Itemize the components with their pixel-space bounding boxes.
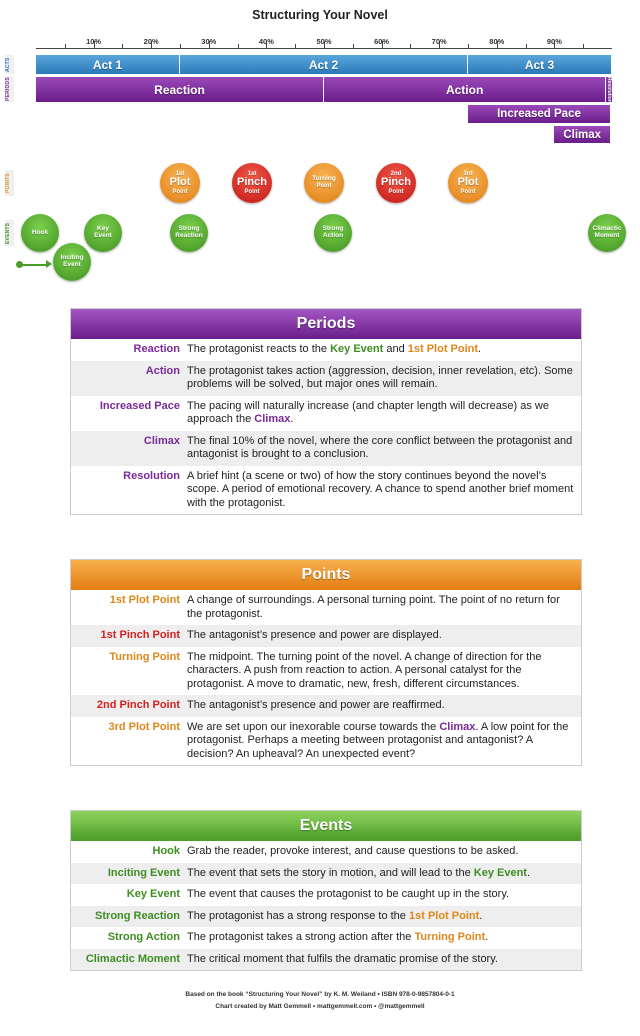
- periods-side-label: PERIODS: [5, 77, 11, 102]
- description-part: . A low point for the protagonist. Perhaps a meeting between protagonist and antagonist? A decision? An upheaval? An unexpected event?: [187, 720, 569, 760]
- points-table-rows: [71, 590, 581, 765]
- table-row: [71, 695, 581, 717]
- ruler-tick: [65, 44, 66, 48]
- description-part: .: [478, 343, 482, 355]
- row-label: 3rd Plot Point: [108, 720, 180, 733]
- description-part: Turning Point: [414, 931, 486, 943]
- event-line2: Moment: [594, 232, 620, 239]
- row-label: 1st Plot Point: [109, 594, 180, 606]
- point-ordinal: 1st: [175, 170, 185, 177]
- event-line2: Reaction: [175, 232, 203, 239]
- ruler-label: 20%: [143, 37, 159, 46]
- event-circle: [588, 214, 626, 252]
- event-circle: [53, 243, 91, 281]
- climax-bar: Climax: [554, 126, 610, 143]
- table-row: [71, 841, 581, 863]
- row-description: [187, 651, 581, 692]
- ruler-label: 10%: [86, 37, 102, 46]
- ruler-tick: [526, 44, 527, 48]
- arrow-head-icon: [46, 260, 52, 268]
- table-row: [71, 466, 581, 515]
- event-line1: Strong: [322, 225, 344, 233]
- ruler-tick: [180, 44, 181, 48]
- period-bar: Reaction: [36, 77, 324, 102]
- event-circle: [21, 214, 59, 252]
- ruler-tick: [122, 44, 123, 48]
- description-part: .: [526, 866, 531, 879]
- description-part: The protagonist has a strong response to the: [187, 909, 409, 922]
- event-circle: [170, 214, 208, 252]
- description-part: 1st Plot Point: [408, 909, 480, 922]
- description-part: The protagonist takes action (aggression, decision, inner revelation, etc). Some problems will be solved, but major ones will remain.: [187, 364, 573, 390]
- description-part: 1st Plot Point: [407, 343, 479, 355]
- point-name: Turning: [312, 175, 336, 183]
- point-suffix: Point: [172, 188, 188, 195]
- event-line1: Inciting: [60, 254, 84, 262]
- row-label: Resolution: [123, 469, 180, 482]
- point-ordinal: 2nd: [390, 170, 402, 177]
- row-description: [187, 400, 581, 427]
- ruler-label: 40%: [258, 37, 274, 46]
- description-part: The antagonist’s presence and power are reaffirmed.: [187, 699, 445, 711]
- event-line1: Climactic: [592, 225, 622, 233]
- events-side-label: EVENTS: [5, 222, 11, 244]
- row-label: 2nd Pinch Point: [96, 699, 180, 711]
- description-part: A change of surroundings. A personal turning point. The point of no return for the protagonist.: [187, 594, 560, 620]
- description-part: The final 10% of the novel, where the core conflict between the protagonist and antagonist is brought to a conclusion.: [187, 434, 573, 460]
- ruler-label: 70%: [431, 37, 447, 46]
- point-name: Pinch: [237, 176, 267, 189]
- row-label: Action: [145, 364, 180, 377]
- point-suffix: Point: [460, 188, 476, 195]
- row-description: [187, 594, 581, 621]
- row-description: [187, 629, 581, 643]
- plot-point-circle: [448, 163, 488, 203]
- event-line1: Strong: [178, 225, 200, 233]
- description-part: The antagonist’s presence and power are displayed.: [187, 629, 442, 641]
- point-name: Pinch: [381, 176, 411, 189]
- event-circle: [84, 214, 122, 252]
- footer-credit: Chart created by Matt Gemmell • mattgemmell.com • @mattgemmell: [215, 1003, 425, 1010]
- row-label: Increased Pace: [99, 399, 180, 412]
- resolution-bar: Resolution: [606, 76, 613, 103]
- row-label: Turning Point: [109, 650, 180, 663]
- row-label: Strong Reaction: [95, 909, 180, 922]
- periods-panel-title: Periods: [71, 309, 581, 339]
- ruler-tick: [410, 44, 411, 48]
- table-row: [71, 396, 581, 431]
- description-part: The event that causes the protagonist to be caught up in the story.: [187, 888, 510, 900]
- act-bar: Act 1: [36, 55, 180, 74]
- row-label: Strong Action: [107, 931, 180, 943]
- description-part: Key Event: [473, 866, 527, 879]
- point-suffix: Point: [316, 183, 332, 190]
- table-row: [71, 625, 581, 647]
- ruler-label: 80%: [489, 37, 505, 46]
- acts-side-label: ACTS: [5, 57, 11, 72]
- ruler-tick: [295, 44, 296, 48]
- point-ordinal: 1st: [247, 170, 257, 177]
- points-side-label: POINTS: [5, 173, 11, 193]
- act-bar: Act 2: [180, 55, 468, 74]
- description-part: The pacing will naturally increase (and chapter length will decrease) as we approach the: [187, 399, 549, 425]
- ruler-tick: [238, 44, 239, 48]
- row-description: [187, 867, 581, 881]
- table-row: [71, 339, 581, 361]
- event-circle: [314, 214, 352, 252]
- description-part: Grab the reader, provoke interest, and cause questions to be asked.: [187, 845, 519, 857]
- description-part: Key Event: [330, 343, 384, 355]
- row-description: [187, 343, 581, 357]
- table-row: [71, 884, 581, 906]
- description-part: The protagonist takes a strong action after the: [187, 931, 415, 943]
- description-part: .: [290, 413, 294, 425]
- table-row: [71, 863, 581, 885]
- event-line2: Event: [63, 261, 81, 268]
- description-part: The critical moment that fulfils the dramatic promise of the story.: [187, 952, 498, 965]
- table-row: [71, 927, 581, 949]
- description-part: .: [479, 909, 483, 922]
- row-description: [187, 910, 581, 924]
- description-part: The midpoint. The turning point of the novel. A change of direction for the characters. A push from reaction to action. A personal catalyst for the protagonist. A move to dramatic, new, fresh, different circumstances.: [187, 650, 542, 690]
- point-suffix: Point: [244, 188, 260, 195]
- events-panel-title: Events: [71, 811, 581, 841]
- event-line1: Key: [97, 225, 109, 233]
- point-name: Plot: [457, 176, 479, 189]
- description-part: A brief hint (a scene or two) of how the story continues beyond the novel’s scope. A period of emotional recovery. A chance to spend another brief moment with the protagonist.: [187, 469, 574, 509]
- events-table-rows: [71, 841, 581, 970]
- row-description: [187, 721, 581, 762]
- point-name: Plot: [169, 176, 191, 189]
- ruler-label: 30%: [201, 37, 217, 46]
- row-description: [187, 888, 581, 902]
- event-line2: Action: [322, 232, 344, 239]
- table-row: [71, 361, 581, 396]
- description-part: .: [485, 931, 489, 943]
- row-label: 1st Pinch Point: [100, 629, 180, 641]
- row-label: Reaction: [133, 343, 180, 355]
- plot-point-circle: [160, 163, 200, 203]
- row-description: [187, 470, 581, 511]
- periods-panel: [70, 308, 582, 515]
- table-row: [71, 717, 581, 766]
- row-label: Key Event: [126, 888, 180, 900]
- row-description: [187, 435, 581, 462]
- row-label: Inciting Event: [107, 866, 180, 879]
- table-row: [71, 431, 581, 466]
- table-row: [71, 949, 581, 971]
- periods-table-rows: [71, 339, 581, 514]
- description-part: Climax: [439, 720, 476, 733]
- plot-point-circle: [232, 163, 272, 203]
- description-part: Climax: [254, 413, 291, 425]
- table-row: [71, 647, 581, 696]
- ruler-tick: [583, 44, 584, 48]
- row-description: [187, 931, 581, 945]
- points-panel: [70, 559, 582, 766]
- row-label: Climactic Moment: [85, 952, 180, 965]
- description-part: We are set upon our inexorable course towards the: [187, 720, 440, 733]
- ruler-label: 50%: [316, 37, 332, 46]
- chart-title: Structuring Your Novel: [252, 8, 388, 22]
- description-part: The protagonist reacts to the: [187, 343, 331, 355]
- plot-point-circle: [376, 163, 416, 203]
- events-panel: [70, 810, 582, 971]
- row-label: Climax: [143, 434, 180, 447]
- footer-source: Based on the book “Structuring Your Novel” by K. M. Weiland • ISBN 978-0-9857804-0-1: [185, 991, 455, 998]
- point-ordinal: 3rd: [463, 170, 473, 177]
- description-part: and: [383, 343, 408, 355]
- act-bar: Act 3: [468, 55, 612, 74]
- plot-point-circle: [304, 163, 344, 203]
- row-description: [187, 953, 581, 967]
- row-description: [187, 845, 581, 859]
- ruler-tick: [468, 44, 469, 48]
- event-line2: Event: [94, 232, 112, 239]
- row-description: [187, 365, 581, 392]
- increased-pace-bar: Increased Pace: [468, 105, 610, 123]
- point-suffix: Point: [388, 188, 404, 195]
- arrow-line: [19, 264, 49, 266]
- percentage-ruler: [36, 29, 612, 49]
- ruler-tick: [353, 44, 354, 48]
- points-panel-title: Points: [71, 560, 581, 590]
- table-row: [71, 590, 581, 625]
- period-bar: Action: [324, 77, 606, 102]
- ruler-label: 90%: [546, 37, 562, 46]
- description-part: The event that sets the story in motion, and will lead to the: [187, 866, 474, 879]
- row-label: Hook: [152, 845, 180, 857]
- table-row: [71, 906, 581, 928]
- event-line1: Hook: [31, 228, 49, 236]
- ruler-label: 60%: [374, 37, 390, 46]
- row-description: [187, 699, 581, 713]
